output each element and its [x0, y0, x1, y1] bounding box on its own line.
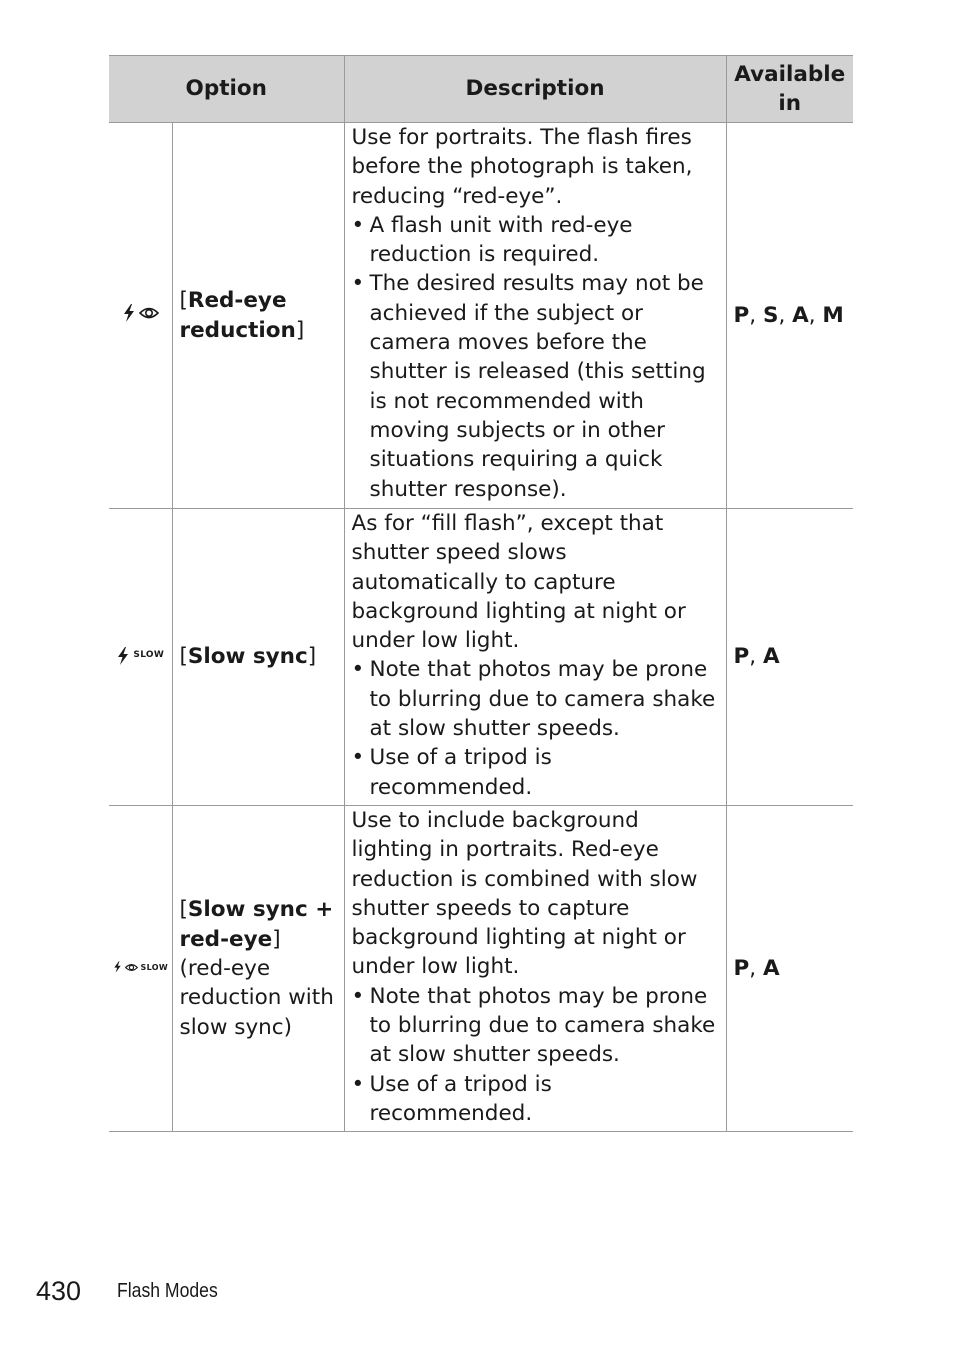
- available-modes-cell: P, S, A, M: [726, 123, 853, 509]
- description-intro: As for “fill flash”, except that shutter speed slows automatically to capture background lighting at night or under low light.: [351, 511, 686, 654]
- flash-slow-sync-icon: SLOW: [116, 641, 164, 670]
- header-description: Description: [344, 56, 726, 123]
- available-modes-cell: P, A: [726, 805, 853, 1131]
- option-icon-cell: [109, 123, 172, 509]
- option-name: Slow sync + red-eye: [179, 897, 334, 952]
- list-item: • The desired results may not be achieved if the subject or camera moves before the shutter is released (this setting is not recommended with moving subjects or in other situations requiring a quick shutter response).: [352, 269, 719, 503]
- description-intro: Use to include background lighting in portraits. Red-eye reduction is combined with slow shutter speeds to capture background lighting at night or under low light.: [351, 807, 698, 980]
- description-cell: [344, 509, 726, 806]
- available-modes-cell: P, A: [726, 509, 853, 806]
- header-available-in: Available in: [726, 56, 853, 123]
- option-icon-cell: [109, 805, 172, 1131]
- flash-slow-red-eye-icon: SLOW: [113, 953, 168, 982]
- option-name-cell: [Red-eye reduction]: [172, 123, 344, 509]
- page-number: 430: [36, 1276, 82, 1306]
- flash-modes-table: [109, 55, 853, 1132]
- option-name-cell: [Slow sync + red-eye] (red-eye reduction with slow sync): [172, 805, 344, 1131]
- option-name: Red-eye reduction: [179, 288, 296, 343]
- option-name-cell: [Slow sync]: [172, 509, 344, 806]
- header-option: Option: [109, 56, 344, 123]
- list-item: • Note that photos may be prone to blurring due to camera shake at slow shutter speeds.: [352, 982, 719, 1070]
- option-suffix: (red-eye reduction with slow sync): [179, 955, 334, 1040]
- flash-red-eye-icon: [122, 304, 159, 322]
- option-name: Slow sync: [187, 644, 308, 670]
- list-item: • Use of a tripod is recommended.: [352, 1070, 719, 1129]
- list-item: • Note that photos may be prone to blurring due to camera shake at slow shutter speeds.: [352, 655, 719, 743]
- table-row: [109, 509, 853, 806]
- section-title: Flash Modes: [117, 1280, 218, 1302]
- table-header-row: [109, 56, 853, 123]
- table-row: [109, 123, 853, 509]
- list-item: • Use of a tripod is recommended.: [352, 743, 719, 802]
- option-icon-cell: [109, 509, 172, 806]
- description-cell: [344, 123, 726, 509]
- description-cell: [344, 805, 726, 1131]
- table-row: [109, 805, 853, 1131]
- list-item: • A flash unit with red-eye reduction is required.: [352, 211, 719, 270]
- description-intro: Use for portraits. The flash fires before the photograph is taken, reducing “red-eye”.: [351, 125, 693, 209]
